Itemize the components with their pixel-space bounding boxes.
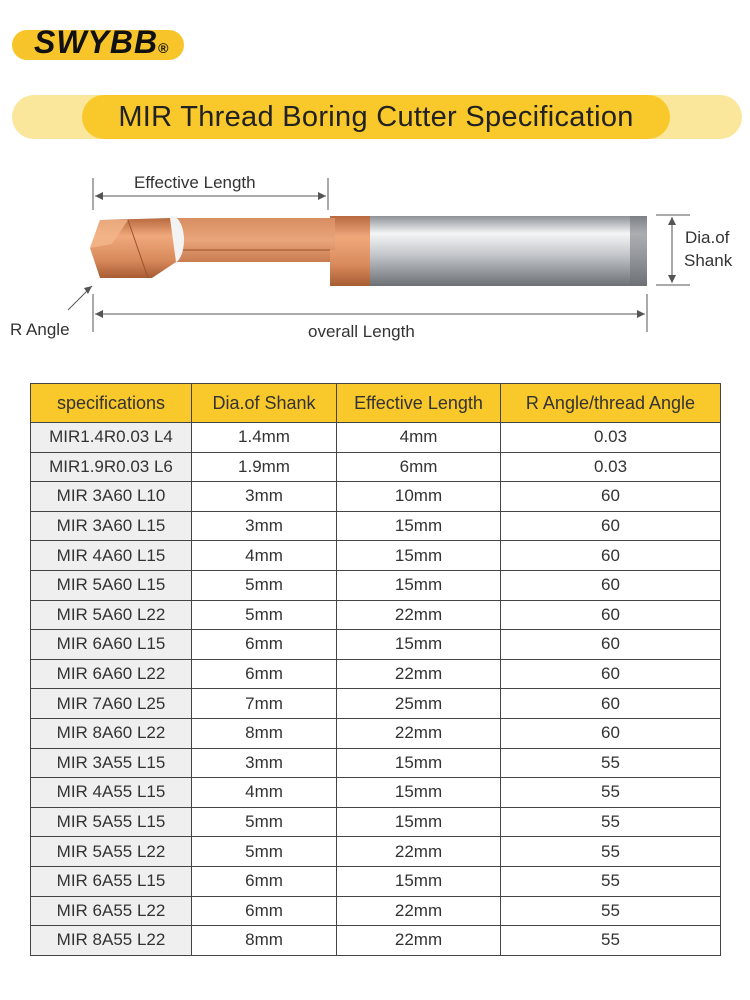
cell-angle: 0.03 — [501, 452, 721, 482]
cell-angle: 60 — [501, 511, 721, 541]
cell-effective-length: 22mm — [337, 896, 501, 926]
table-row — [31, 926, 721, 956]
cell-angle: 55 — [501, 837, 721, 867]
dia-label-line2: Shank — [684, 251, 733, 270]
table-row — [31, 896, 721, 926]
cell-dia-of-shank: 5mm — [192, 837, 337, 867]
cell-angle: 60 — [501, 600, 721, 630]
shank-body — [365, 216, 647, 286]
cell-angle: 55 — [501, 926, 721, 956]
table-row — [31, 689, 721, 719]
table-row — [31, 718, 721, 748]
cell-angle: 60 — [501, 718, 721, 748]
cell-effective-length: 15mm — [337, 630, 501, 660]
table-row — [31, 570, 721, 600]
table-row — [31, 630, 721, 660]
cell-effective-length: 25mm — [337, 689, 501, 719]
cell-specification: MIR 3A55 L15 — [31, 748, 192, 778]
table-row — [31, 659, 721, 689]
cell-dia-of-shank: 7mm — [192, 689, 337, 719]
cell-specification: MIR 3A60 L15 — [31, 511, 192, 541]
cell-dia-of-shank: 6mm — [192, 866, 337, 896]
table-row — [31, 866, 721, 896]
table-row — [31, 482, 721, 512]
cell-dia-of-shank: 3mm — [192, 748, 337, 778]
cell-dia-of-shank: 1.4mm — [192, 423, 337, 453]
cell-specification: MIR 4A55 L15 — [31, 778, 192, 808]
page-title: MIR Thread Boring Cutter Specification — [118, 100, 634, 133]
cell-effective-length: 15mm — [337, 866, 501, 896]
cell-specification: MIR 6A60 L22 — [31, 659, 192, 689]
table-row — [31, 511, 721, 541]
cell-angle: 60 — [501, 630, 721, 660]
cell-specification: MIR 5A60 L15 — [31, 570, 192, 600]
cell-dia-of-shank: 6mm — [192, 659, 337, 689]
cell-specification: MIR 8A55 L22 — [31, 926, 192, 956]
cell-angle: 55 — [501, 896, 721, 926]
logo-wordmark — [34, 22, 169, 68]
registered-mark: ® — [158, 40, 170, 56]
cell-effective-length: 15mm — [337, 748, 501, 778]
cell-specification: MIR 5A55 L15 — [31, 807, 192, 837]
cell-angle: 55 — [501, 807, 721, 837]
cell-effective-length: 10mm — [337, 482, 501, 512]
cell-dia-of-shank: 1.9mm — [192, 452, 337, 482]
dia-label-line1: Dia.of — [685, 228, 730, 247]
cell-specification: MIR1.4R0.03 L4 — [31, 423, 192, 453]
cell-angle: 60 — [501, 689, 721, 719]
r-angle-label: R Angle — [10, 320, 70, 339]
effective-length-label: Effective Length — [134, 173, 256, 192]
cutter-neck — [168, 218, 335, 262]
brand-logo — [12, 22, 184, 62]
cell-specification: MIR 4A60 L15 — [31, 541, 192, 571]
cell-specification: MIR 3A60 L10 — [31, 482, 192, 512]
table-row — [31, 748, 721, 778]
cell-specification: MIR 8A60 L22 — [31, 718, 192, 748]
cell-dia-of-shank: 5mm — [192, 570, 337, 600]
header-effective-length: Effective Length — [337, 384, 501, 423]
cell-dia-of-shank: 4mm — [192, 778, 337, 808]
cell-dia-of-shank: 5mm — [192, 807, 337, 837]
cell-angle: 60 — [501, 541, 721, 571]
table-row — [31, 778, 721, 808]
cell-effective-length: 15mm — [337, 570, 501, 600]
table-row — [31, 452, 721, 482]
cell-angle: 55 — [501, 778, 721, 808]
table-row — [31, 423, 721, 453]
cell-dia-of-shank: 6mm — [192, 896, 337, 926]
table-row — [31, 541, 721, 571]
cell-effective-length: 4mm — [337, 423, 501, 453]
cell-effective-length: 22mm — [337, 837, 501, 867]
table-row — [31, 837, 721, 867]
cell-specification: MIR 6A60 L15 — [31, 630, 192, 660]
specification-table — [30, 383, 721, 956]
cell-specification: MIR 7A60 L25 — [31, 689, 192, 719]
cell-angle: 60 — [501, 482, 721, 512]
cell-effective-length: 15mm — [337, 778, 501, 808]
cell-effective-length: 6mm — [337, 452, 501, 482]
cell-specification: MIR 6A55 L22 — [31, 896, 192, 926]
cell-angle: 55 — [501, 866, 721, 896]
header-specifications: specifications — [31, 384, 192, 423]
cell-dia-of-shank: 8mm — [192, 926, 337, 956]
cell-angle: 55 — [501, 748, 721, 778]
title-banner — [82, 95, 670, 139]
cell-dia-of-shank: 3mm — [192, 482, 337, 512]
table-header-row — [31, 384, 721, 423]
cutter-diagram — [0, 160, 750, 360]
cell-dia-of-shank: 6mm — [192, 630, 337, 660]
cell-specification: MIR1.9R0.03 L6 — [31, 452, 192, 482]
cell-effective-length: 15mm — [337, 541, 501, 571]
cell-dia-of-shank: 8mm — [192, 718, 337, 748]
shank-carbide-section — [330, 216, 370, 286]
brand-name: SWYBB — [34, 24, 159, 60]
table-body — [31, 423, 721, 956]
header-r-angle: R Angle/thread Angle — [501, 384, 721, 423]
cell-angle: 60 — [501, 570, 721, 600]
cell-effective-length: 22mm — [337, 718, 501, 748]
cell-specification: MIR 6A55 L15 — [31, 866, 192, 896]
cell-effective-length: 15mm — [337, 807, 501, 837]
cell-angle: 60 — [501, 659, 721, 689]
cell-effective-length: 22mm — [337, 659, 501, 689]
cell-angle: 0.03 — [501, 423, 721, 453]
cell-effective-length: 22mm — [337, 600, 501, 630]
cell-effective-length: 22mm — [337, 926, 501, 956]
cell-specification: MIR 5A55 L22 — [31, 837, 192, 867]
cell-effective-length: 15mm — [337, 511, 501, 541]
table-row — [31, 807, 721, 837]
header-dia-of-shank: Dia.of Shank — [192, 384, 337, 423]
overall-length-label: overall Length — [308, 322, 415, 341]
table-row — [31, 600, 721, 630]
cell-specification: MIR 5A60 L22 — [31, 600, 192, 630]
cell-dia-of-shank: 5mm — [192, 600, 337, 630]
cell-dia-of-shank: 4mm — [192, 541, 337, 571]
cell-dia-of-shank: 3mm — [192, 511, 337, 541]
